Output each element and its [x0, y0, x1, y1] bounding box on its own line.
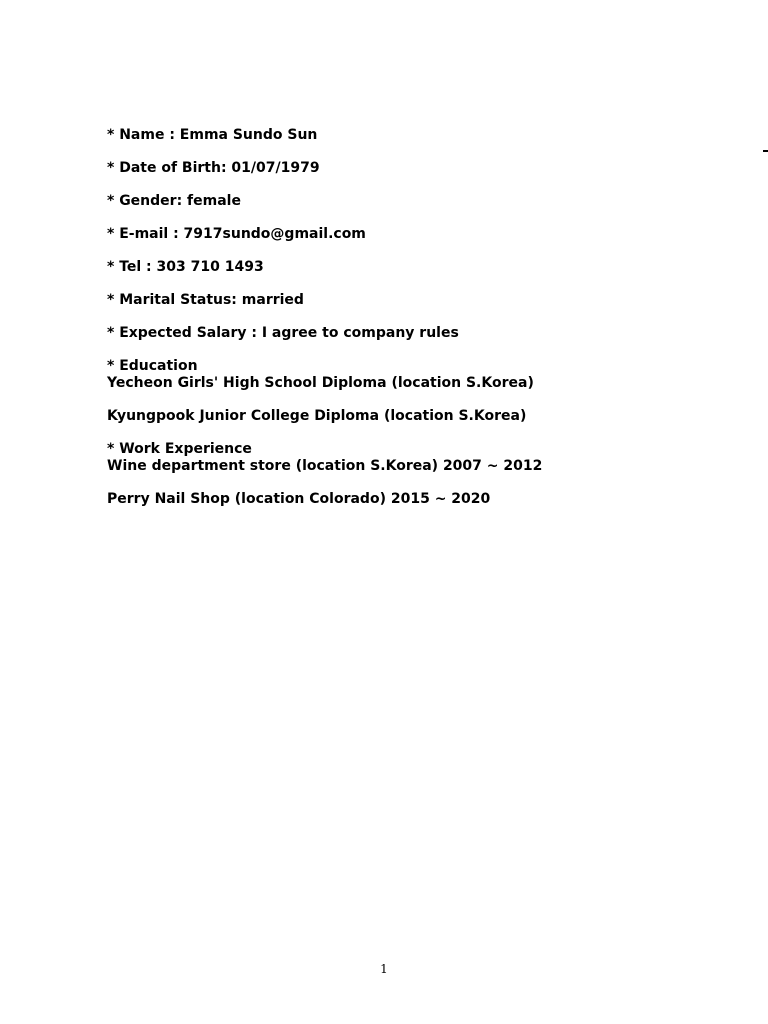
education-heading: * Education [107, 358, 198, 374]
email-line: * E-mail : 7917sundo@gmail.com [107, 226, 366, 242]
work-item: Perry Nail Shop (location Colorado) 2015 ~ 2020 [107, 491, 491, 507]
gender-line: * Gender: female [107, 193, 241, 209]
name-line: * Name : Emma Sundo Sun [107, 127, 318, 143]
tel-line: * Tel : 303 710 1493 [107, 259, 264, 275]
education-item: Yecheon Girls' High School Diploma (location S.Korea) [107, 375, 534, 391]
marital-line: * Marital Status: married [107, 292, 304, 308]
work-item: Wine department store (location S.Korea) 2007 ~ 2012 [107, 458, 543, 474]
edge-mark [763, 150, 768, 152]
salary-line: * Expected Salary : I agree to company rules [107, 325, 459, 341]
education-item: Kyungpook Junior College Diploma (location S.Korea) [107, 408, 527, 424]
work-heading: * Work Experience [107, 441, 252, 457]
page-number: 1 [380, 962, 388, 976]
dob-line: * Date of Birth: 01/07/1979 [107, 160, 320, 176]
resume-body [107, 127, 747, 508]
